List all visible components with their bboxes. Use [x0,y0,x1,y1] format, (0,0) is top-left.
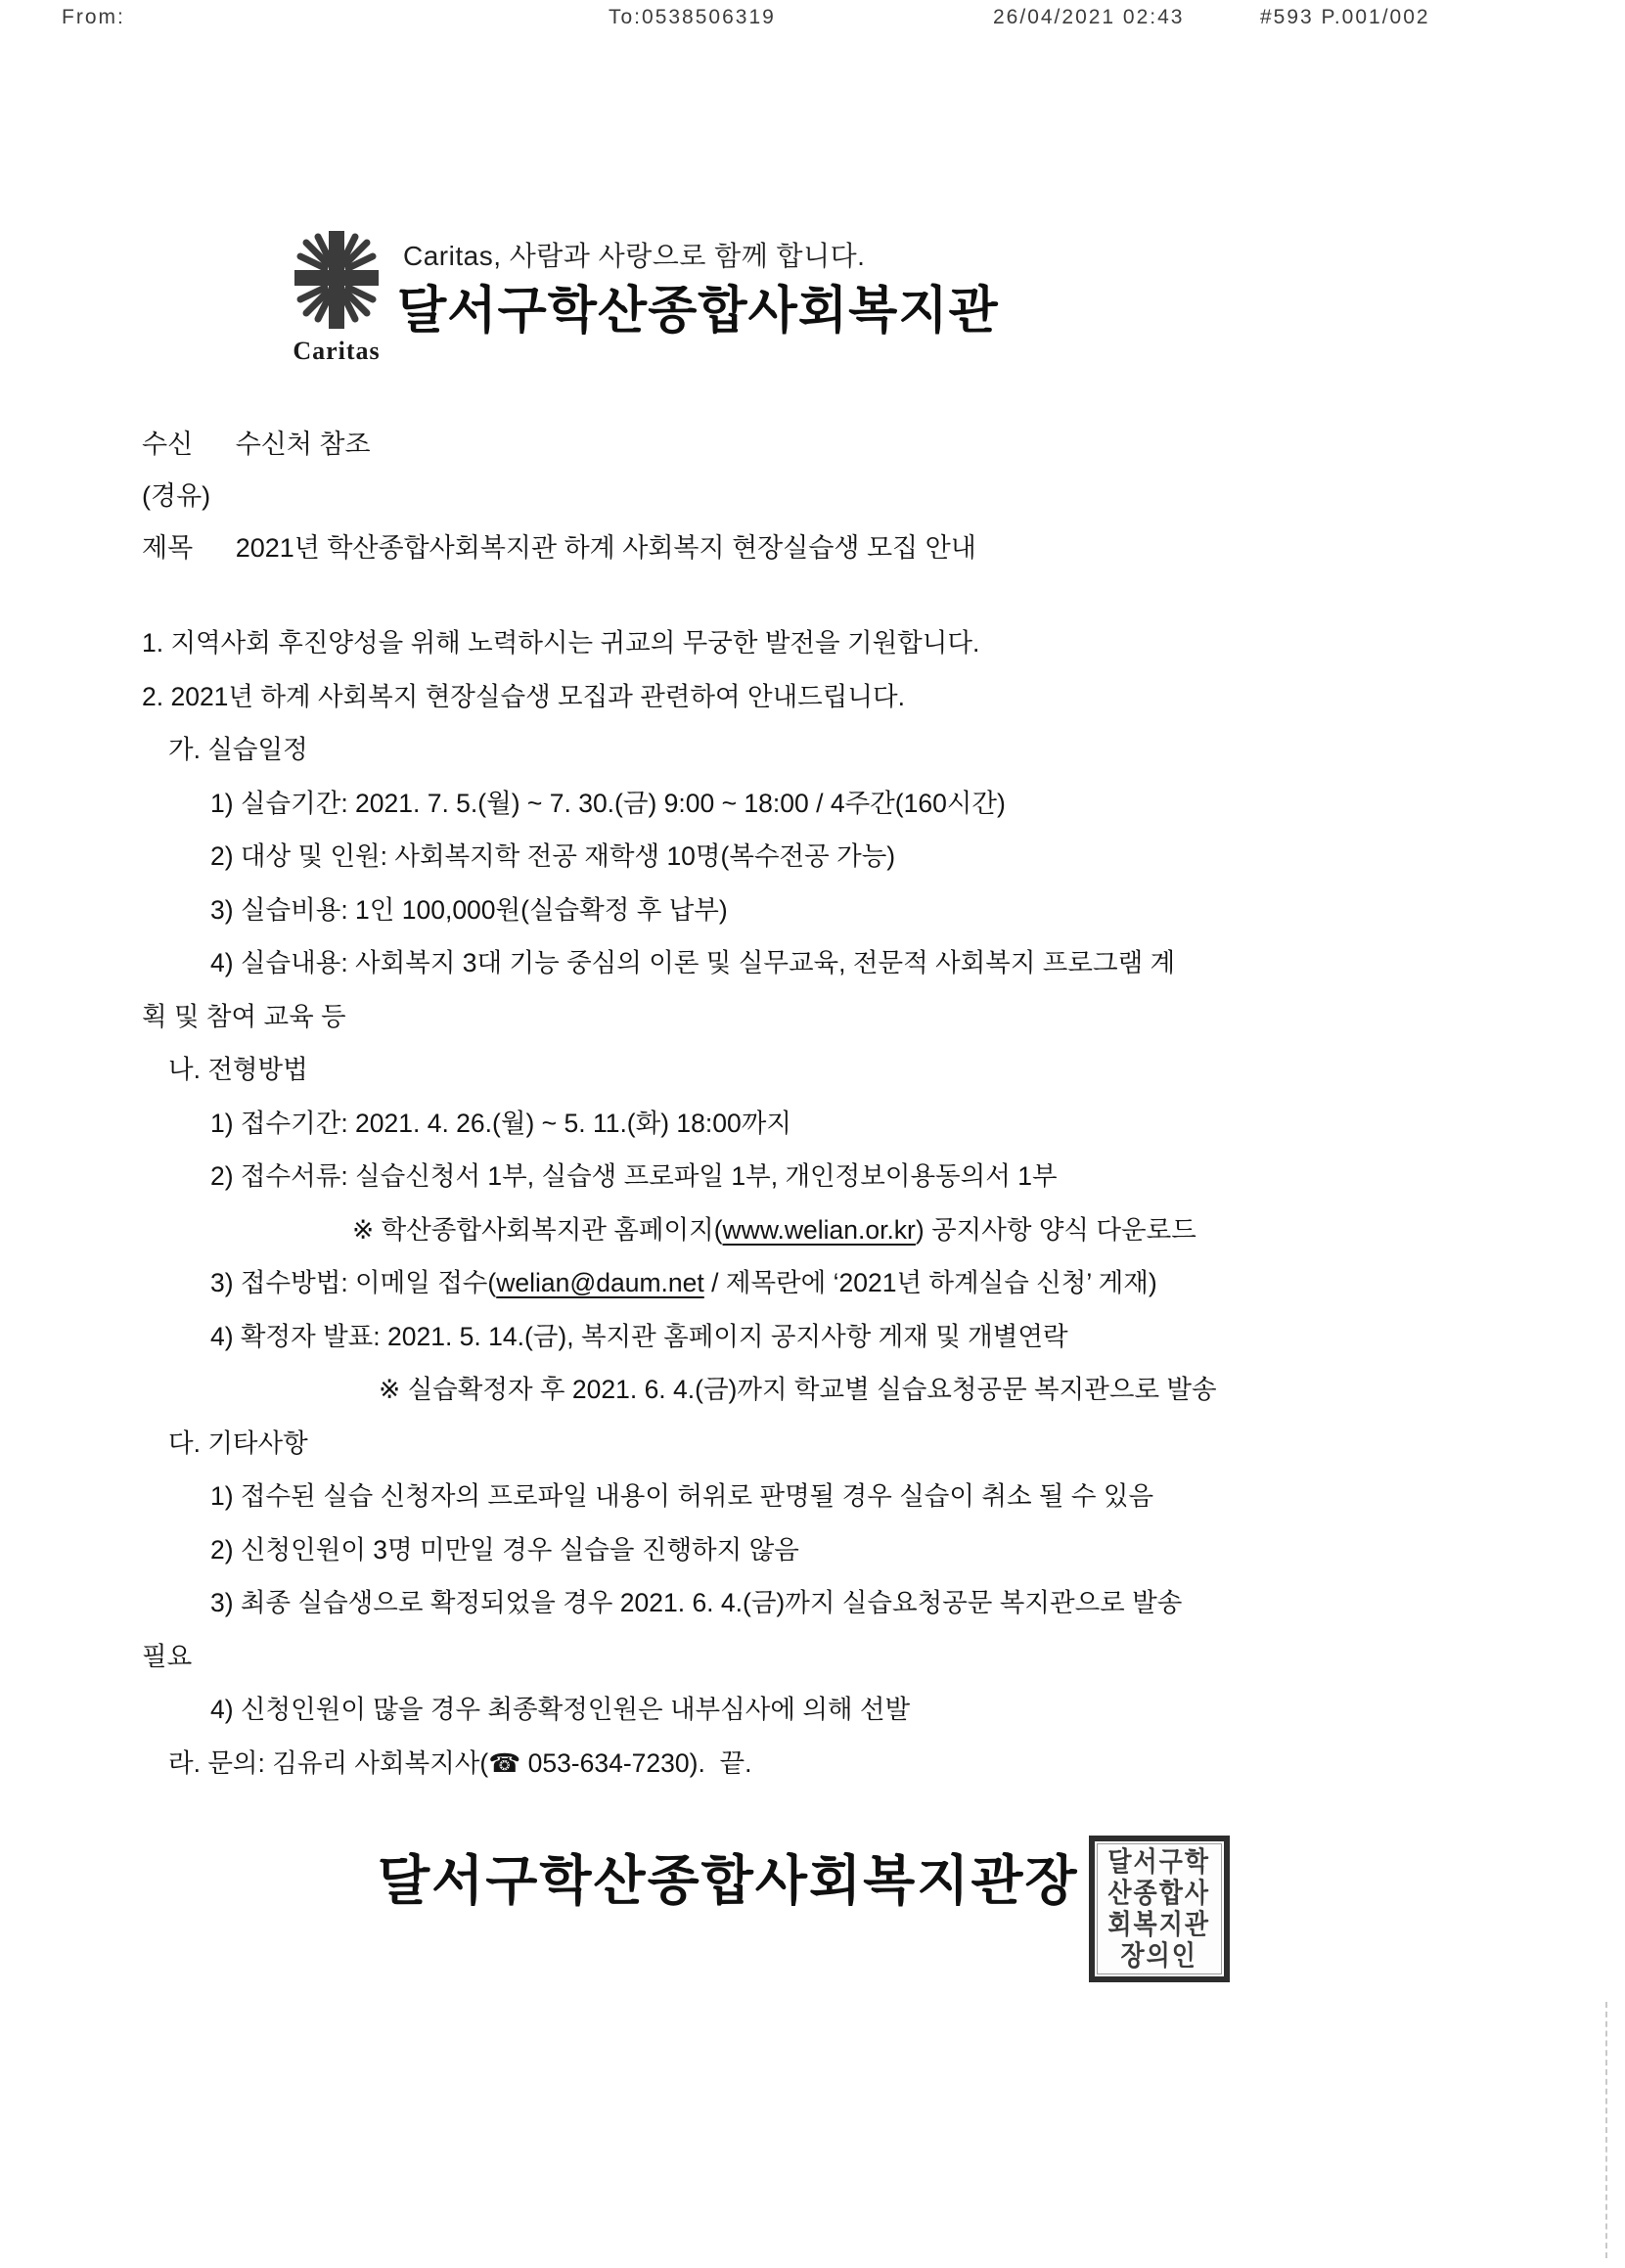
body-line [142,1417,1614,1471]
body-line [142,884,1614,937]
body-text: 4) 실습내용: 사회복지 3대 기능 중심의 이론 및 실무교육, 전문적 사회복지 프로그램 계 [210,948,1176,977]
body-text: 2) 대상 및 인원: 사회복지학 전공 재학생 10명(복수전공 가능) [210,841,896,871]
subject-value: 2021년 학산종합사회복지관 하계 사회복지 현장실습생 모집 안내 [235,533,976,563]
seal-row: 회복지관 [1107,1909,1210,1940]
body-text: 1. 지역사회 후진양성을 위해 노력하시는 귀교의 무궁한 발전을 기원합니다. [142,628,980,658]
recipient-label: 수신 [142,430,194,459]
letterhead [292,231,999,366]
body-text: 4) 신청인원이 많을 경우 최종확정인원은 내부심사에 의해 선발 [210,1695,911,1724]
body-line [142,670,1614,724]
seal-row: 달서구학 [1107,1846,1210,1878]
body-line [142,1683,1614,1737]
body-text: 다. 기타사항 [168,1428,308,1458]
body-line [142,936,1614,990]
seal-row: 산종합사 [1107,1878,1210,1909]
body-line [142,990,1614,1044]
email-address: welian@daum.net [496,1268,704,1297]
scan-artifact-line [1605,2002,1607,2258]
body-text: 3) 최종 실습생으로 확정되었을 경우 2021. 6. 4.(금)까지 실습요청공문 복지관으로 발송 [210,1588,1183,1617]
body-text: 4) 확정자 발표: 2021. 5. 14.(금), 복지관 홈페이지 공지사항 게재 및 개별연락 [210,1321,1068,1351]
recipient-line [142,419,976,471]
caritas-logo-caption: Caritas [293,337,381,365]
official-seal-stamp [1089,1836,1230,1982]
body-text: ) 공지사항 양식 다운로드 [915,1214,1196,1245]
caritas-slogan: Caritas, 사람과 사랑으로 함께 합니다. [403,241,866,271]
body-text: ※ 실습확정자 후 2021. 6. 4.(금)까지 학교별 실습요청공문 복지관으로 발송 [379,1375,1217,1404]
letterhead-text [397,231,999,340]
body-line [142,1576,1614,1630]
body-line [142,723,1614,777]
body-text: 2) 신청인원이 3명 미만일 경우 실습을 진행하지 않음 [210,1534,799,1565]
body-text: 필요 [142,1641,193,1671]
document-body [142,616,1614,1790]
body-text: 3) 접수방법: 이메일 접수( [210,1268,497,1297]
body-text: 3) 실습비용: 1인 100,000원(실습확정 후 납부) [210,894,728,925]
body-text: 획 및 참여 교육 등 [142,1001,346,1031]
signature-block [378,1836,1230,1982]
organization-name: 달서구학산종합사회복지관 [397,283,999,340]
body-line [142,1310,1614,1364]
body-text: 라. 문의: 김유리 사회복지사(☎ 053-634-7230). 끝. [168,1747,752,1778]
document-meta [142,419,976,574]
body-text: ※ 학산종합사회복지관 홈페이지( [352,1214,723,1245]
body-text: 2) 접수서류: 실습신청서 1부, 실습생 프로파일 1부, 개인정보이용동의서 1부 [210,1161,1058,1191]
body-line [142,1523,1614,1577]
caritas-cross-icon [294,231,379,335]
fax-to-number: To:0538506319 [609,6,776,28]
body-line [142,1097,1614,1151]
body-line [142,1737,1614,1791]
body-line [142,777,1614,831]
via-line: (경유) [142,481,211,511]
body-line [142,830,1614,884]
body-text: 나. 전형방법 [168,1055,308,1084]
body-line [142,1043,1614,1097]
recipient-value: 수신처 참조 [235,430,371,459]
subject-label: 제목 [142,533,194,563]
fax-from-label: From: [62,6,125,28]
seal-row: 장의인 [1120,1940,1197,1972]
body-text: 2. 2021년 하계 사회복지 현장실습생 모집과 관련하여 안내드립니다. [142,681,905,711]
body-text: 가. 실습일정 [168,735,308,764]
body-line [142,616,1614,670]
body-line [142,1256,1614,1310]
body-line [142,1470,1614,1523]
body-text: 1) 접수기간: 2021. 4. 26.(월) ~ 5. 11.(화) 18:00까지 [210,1108,791,1138]
signer-title: 달서구학산종합사회복지관장 [378,1851,1079,1911]
fax-datetime: 26/04/2021 02:43 [993,6,1185,28]
fax-transmission-header [0,6,1625,35]
body-line [142,1150,1614,1203]
body-line [142,1630,1614,1684]
body-text: 1) 실습기간: 2021. 7. 5.(월) ~ 7. 30.(금) 9:00 ~ 18:00 / 4주간(160시간) [210,788,1006,818]
homepage-url: www.welian.or.kr [722,1214,916,1245]
subject-line [142,522,976,574]
body-text: 1) 접수된 실습 신청자의 프로파일 내용이 허위로 판명될 경우 실습이 취소 될 수 있음 [210,1481,1154,1511]
body-line [142,1203,1614,1257]
body-text: / 제목란에 ‘2021년 하계실습 신청’ 게재) [703,1268,1157,1297]
caritas-logo [292,231,382,366]
fax-page-counter: #593 P.001/002 [1260,6,1430,28]
body-line [142,1363,1614,1417]
